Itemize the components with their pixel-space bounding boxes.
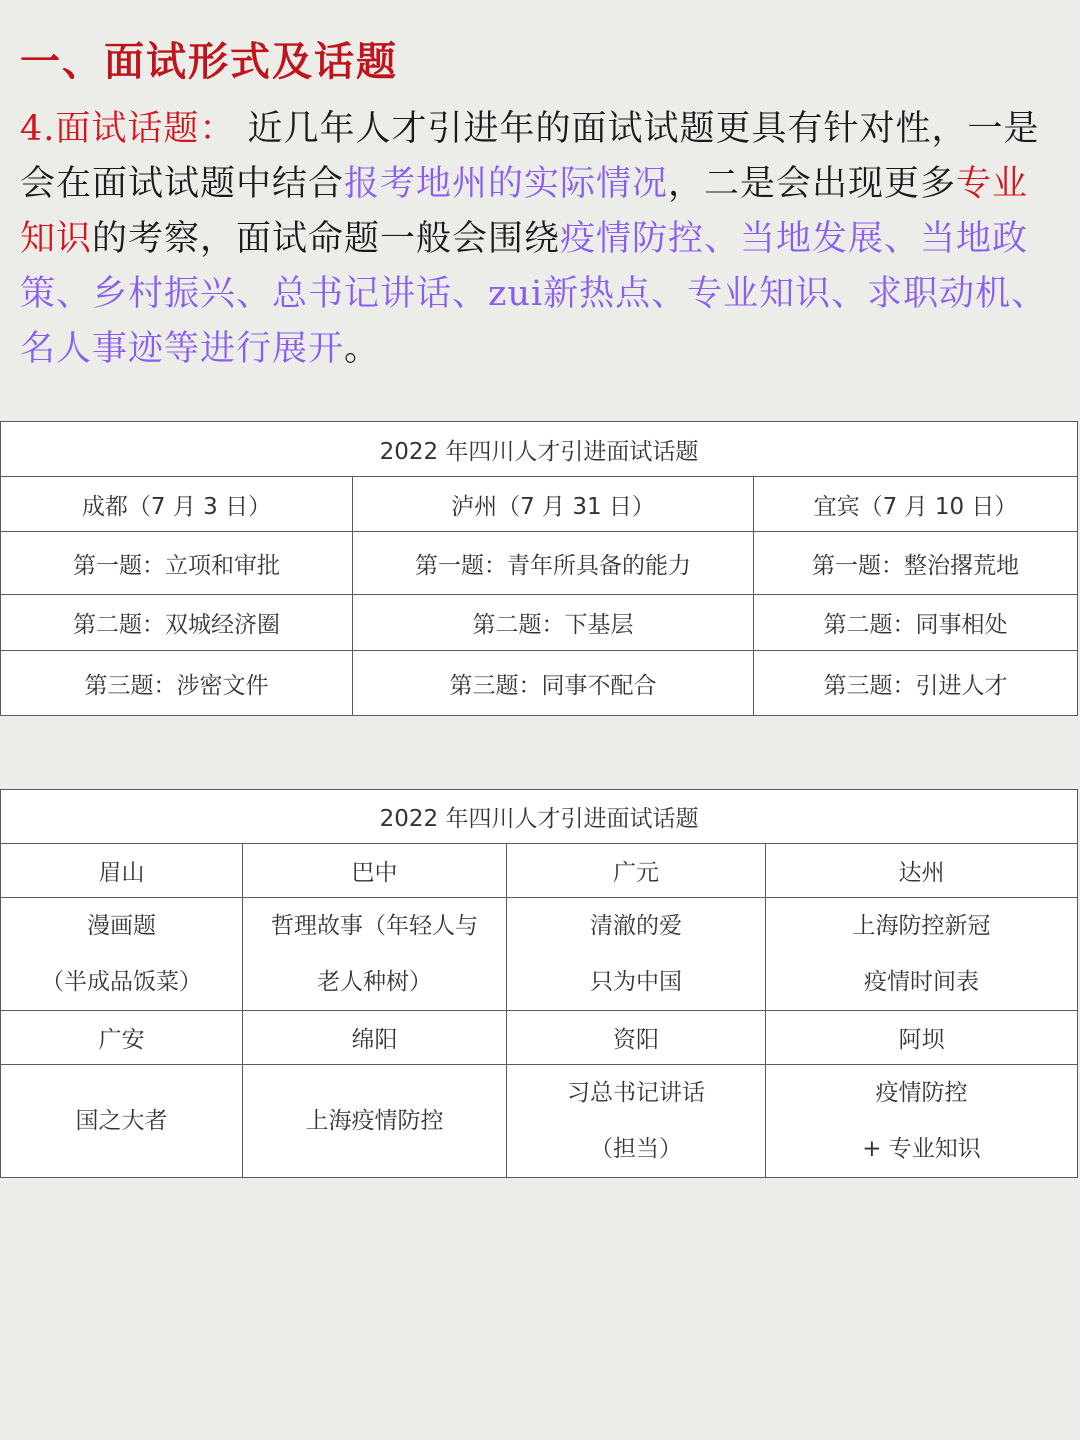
cell-line: 漫画题 (87, 913, 156, 939)
cell-line: 国之大者 (75, 1108, 168, 1134)
table-cell (243, 898, 507, 1011)
table-row (1, 651, 1078, 716)
para-text-4: 。 (344, 329, 381, 369)
highlight-local-situation: 报考地州的实际情况 (344, 164, 669, 204)
header-yibin: 宜宾（7 月 10 日） (754, 477, 1078, 532)
table-topic-row (1, 898, 1078, 1011)
city-meishan: 眉山 (1, 844, 243, 898)
cell-line: 清澈的爱 (590, 913, 682, 939)
table-cell: 第二题：双城经济圈 (1, 595, 353, 651)
table-cell: 第三题：同事不配合 (353, 651, 754, 716)
para-text-1: 近几年人才引进年的面试试题更具有针对性，一是会在面试试题中结合 (20, 109, 1040, 204)
table-cell (507, 1065, 766, 1178)
table-cell (507, 898, 766, 1011)
table-title-row (1, 790, 1078, 844)
cell-line: 老人种树） (317, 969, 432, 995)
table-cell: 第一题：立项和审批 (1, 532, 353, 595)
cell-line: （担当） (590, 1136, 682, 1162)
table-title: 2022 年四川人才引进面试话题 (1, 422, 1078, 477)
cell-line: 只为中国 (590, 969, 682, 995)
table-row (1, 532, 1078, 595)
table-cell: 第三题：涉密文件 (1, 651, 353, 716)
table-cell (1, 1065, 243, 1178)
city-aba: 阿坝 (766, 1011, 1078, 1065)
table-cell (766, 1065, 1078, 1178)
cell-line: 上海防控新冠 (852, 913, 991, 939)
section-heading: 一、面试形式及话题 (20, 39, 398, 85)
highlight-topic-list: 疫情防控、当地发展、当地政策、乡村振兴、总书记讲话、zui新热点、专业知识、求职动机、名人事迹等进行展开 (20, 219, 1048, 369)
cell-line: + 专业知识 (862, 1136, 981, 1162)
table-cell (1, 898, 243, 1011)
header-luzhou: 泸州（7 月 31 日） (353, 477, 754, 532)
table-cell: 第一题：整治撂荒地 (754, 532, 1078, 595)
topic-label: 4.面试话题： (20, 109, 236, 149)
table-cell: 第二题：同事相处 (754, 595, 1078, 651)
city-guangan: 广安 (1, 1011, 243, 1065)
city-mianyang: 绵阳 (243, 1011, 507, 1065)
cell-line: 习总书记讲话 (567, 1080, 705, 1106)
interview-topics-table-1 (0, 421, 1077, 716)
para-text-3: 的考察，面试命题一般会围绕 (92, 219, 561, 259)
city-guangyuan: 广元 (507, 844, 766, 898)
city-bazhong: 巴中 (243, 844, 507, 898)
interview-topics-table-2 (0, 789, 1077, 1178)
intro-paragraph (20, 102, 1060, 377)
header-chengdu: 成都（7 月 3 日） (1, 477, 353, 532)
table-row (1, 595, 1078, 651)
cell-line: （半成品饭菜） (41, 969, 202, 995)
table-topic-row (1, 1065, 1078, 1178)
para-text-2: ，二是会出现更多 (668, 164, 957, 204)
cell-line: 疫情时间表 (864, 969, 980, 995)
city-dazhou: 达州 (766, 844, 1078, 898)
city-ziyang: 资阳 (507, 1011, 766, 1065)
table-cell (243, 1065, 507, 1178)
highlight-professional-knowledge: 专业知识 (20, 164, 1029, 259)
table-cell: 第一题：青年所具备的能力 (353, 532, 754, 595)
table-title-row (1, 422, 1078, 477)
table-header-row (1, 477, 1078, 532)
cell-line: 上海疫情防控 (305, 1108, 444, 1134)
cell-line: 疫情防控 (875, 1080, 968, 1106)
table-cell: 第三题：引进人才 (754, 651, 1078, 716)
table-city-row (1, 844, 1078, 898)
table-cell (766, 898, 1078, 1011)
table-title: 2022 年四川人才引进面试话题 (1, 790, 1078, 844)
table-city-row (1, 1011, 1078, 1065)
cell-line: 哲理故事（年轻人与 (271, 913, 478, 939)
table-cell: 第二题：下基层 (353, 595, 754, 651)
